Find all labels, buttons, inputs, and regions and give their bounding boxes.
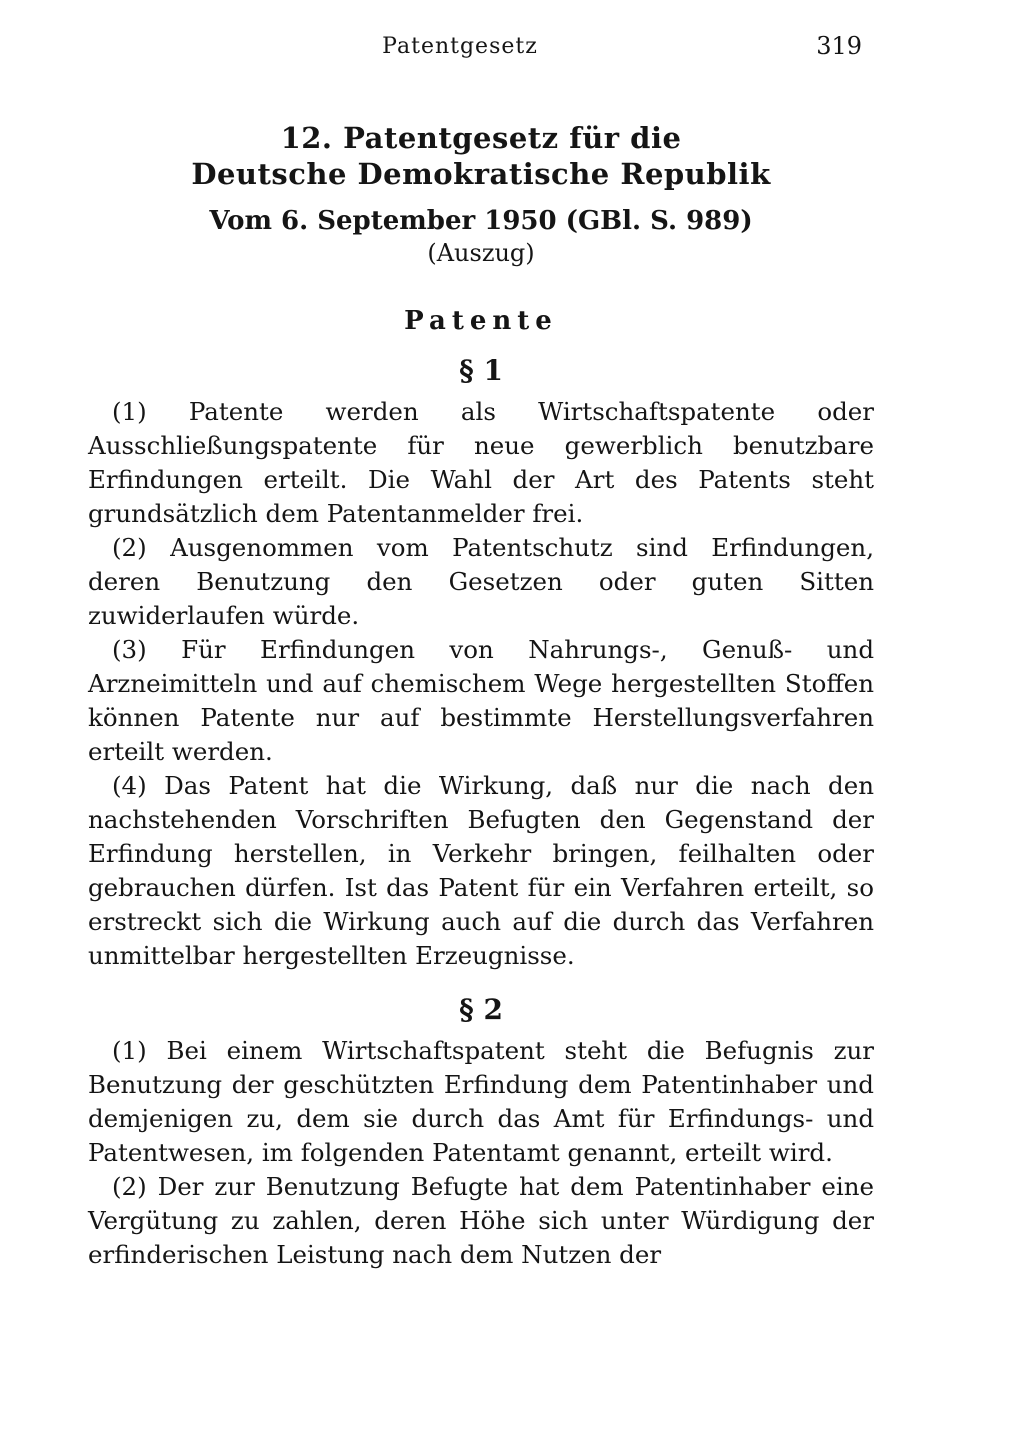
running-header [88,28,874,68]
document-page [88,28,874,1272]
page-number: 319 [816,32,862,60]
running-title: Patentgesetz [382,34,538,59]
clause-2-1: (1) Bei einem Wirtschaftspatent steht die Befugnis zur Benutzung der geschützten Erfindung dem Patentinhaber und demjenigen zu, dem sie durch das Amt für Erfindungs- und Patentwesen, im folgenden Patentamt genannt, erteilt wird. [88,1036,874,1167]
paragraph-2 [88,993,874,1272]
law-title [88,120,874,192]
section-heading: Patente [404,306,558,336]
law-title-line-1: 12. Patentgesetz für die [280,121,682,155]
clause-1-1: (1) Patente werden als Wirtschaftspatente oder Ausschließungspatente für neue gewerblich benutzbare Erfindungen erteilt. Die Wahl der Art des Patents steht grundsätzlich dem Patentanmelder frei. [88,397,874,528]
paragraph-mark: § 1 [459,354,503,387]
clause-1-2: (2) Ausgenommen vom Patentschutz sind Erfindungen, deren Benutzung den Gesetzen oder guten Sitten zuwiderlaufen würde. [88,533,874,630]
paragraph-1 [88,354,874,973]
law-date: Vom 6. September 1950 (GBl. S. 989) [209,206,753,236]
clause-1-4: (4) Das Patent hat die Wirkung, daß nur die nach den nachstehenden Vorschriften Befugten den Gegenstand der Erfindung herstellen, in Verkehr bringen, feilhalten oder gebrauchen dürfen. Ist das Patent für ein Verfahren erteilt, so erstreckt sich die Wirkung auch auf die durch das Verfahren unmittelbar hergestellten Erzeugnisse. [88,771,874,970]
excerpt-note: (Auszug) [427,239,535,267]
law-title-line-2: Deutsche Demokratische Republik [191,157,771,191]
clause-2-2: (2) Der zur Benutzung Befugte hat dem Patentinhaber eine Vergütung zu zahlen, deren Höhe sich unter Würdigung der erfinderischen Leistung nach dem Nutzen der [88,1172,874,1269]
paragraph-mark: § 2 [459,993,503,1026]
clause-1-3: (3) Für Erfindungen von Nahrungs-, Genuß- und Arzneimitteln und auf chemischem Wege hergestellten Stoffen können Patente nur auf bestimmte Herstellungsverfahren erteilt werden. [88,635,874,766]
